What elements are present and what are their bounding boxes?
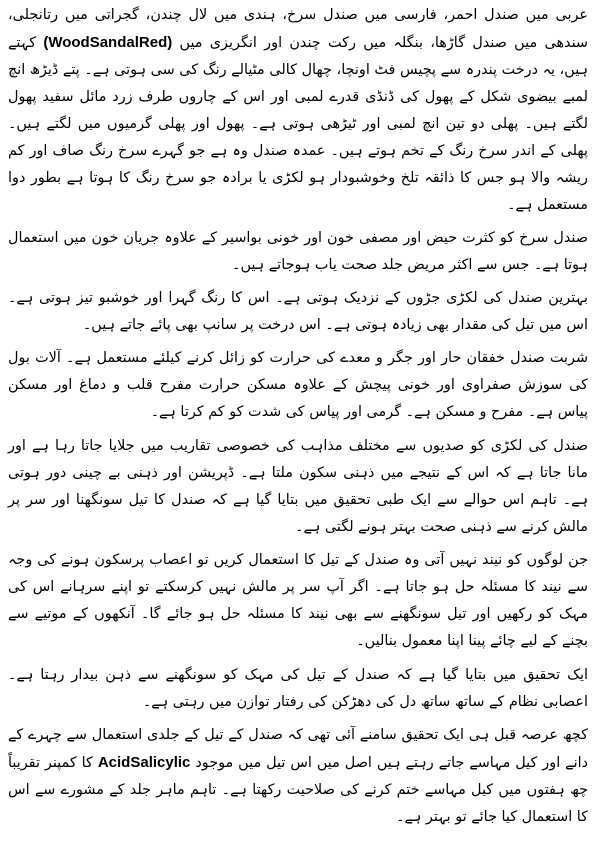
paragraph-skin-acne	[8, 722, 588, 831]
paragraph-text-part: کہتے ہیں، یہ درخت پندرہ سے پچیس فٹ اونچا، چھال کالی مٹیالے رنگ کی سی ہوتی ہے۔ پتے ڈیڑھ انچ لمبے بیضوی شکل کے پھول کی ڈنڈی قدرے لمبی اور اس کے چاروں طرف زرد مائل سفید پھول لگتے ہیں۔ پھلی دو تین انچ لمبی اور ٹیڑھی ہوتی ہے۔ پھول اور پھلی گرمیوں میں لگتے ہیں۔ پھلی کے اندر سرخ رنگ کے تخم ہوتے ہیں۔ عمدہ صندل وہ ہے جو گہرے سرخ رنگ صاف اور کم ریشہ والا ہو جس کا ذائقہ تلخ وخوشبودار ہو لکڑی یا برادہ جو سرخ رنگ کا ہوتا ہے بطور دوا مستعمل ہے۔	[8, 35, 588, 213]
paragraph-names-and-description	[8, 2, 588, 219]
paragraph-sleep: جن لوگوں کو نیند نہیں آتی وہ صندل کے تیل کا استعمال کریں تو اعصاب پرسکون ہونے کی وجہ سے نیند کا مسئلہ حل ہو جاتا ہے۔ اگر آپ سر پر مالش نہیں کرسکتے تو اپنے سرہانے اس کی مہک کو رکھیں اور تیل سونگھنے سے بھی نیند کا مسئلہ حل ہو جائے گا۔ آنکھوں کے موتیے سے بچنے کے لیے چائے پینا اپنا معمول بنالیں۔	[8, 552, 588, 649]
paragraph-text-part: کا کمپنر تقریباً چھ ہفتوں میں کیل مہاسے ختم کرنے کی صلاحیت رکھتا ہے۔ تاہم ماہر جلد کے مشورے سے اس کا استعمال کیا جائے تو بہتر ہے۔	[8, 755, 588, 825]
english-name: (WoodSandalRed)	[43, 34, 173, 51]
paragraph-heart-rhythm: ایک تحقیق میں بتایا گیا ہے کہ صندل کے تیل کی مہک کو سونگھنے سے ذہن بیدار رہتا ہے۔ اعصابی نظام کے ساتھ ساتھ دل کی دھڑکن کی رفتار توازن میں رہتی ہے۔	[8, 667, 588, 710]
paragraph-sandal-syrup: شربت صندل خفقان حار اور جگر و معدے کی حرارت کو زائل کرنے کیلئے مستعمل ہے۔ آلات بول کی سوزش صفراوی اور خونی پیچش کے علاوہ مسکن حرارت مفرح قلب و دماغ اور مسکن پیاس ہے۔ مفرح و مسکن ہے۔ گرمی اور پیاس کی شدت کو کم کرتا ہے۔	[8, 350, 588, 420]
paragraph-blood-uses: صندل سرخ کو کثرت حیض اور مصفی خون اور خونی بواسیر کے علاوہ جریان خون میں استعمال ہوتا ہے۔ جس سے اکثر مریض جلد صحت یاب ہوجاتے ہیں۔	[8, 230, 588, 273]
paragraph-mental-health: صندل کی لکڑی کو صدیوں سے مختلف مذاہب کی خصوصی تقاریب میں جلایا جاتا رہا ہے اور مانا جاتا ہے کہ اس کے نتیجے میں ذہنی سکون ملتا ہے۔ ڈپریشن اور ذہنی بے چینی دور ہوتی ہے۔ تاہم اس حوالے سے ایک طبی تحقیق میں بتایا گیا ہے کہ صندل کا تیل سونگھنا اور سر پر مالش کرنے سے ذہنی صحت بہتر ہونے لگتی ہے۔	[8, 438, 588, 535]
paragraph-text-part: کچھ عرصہ قبل ہی ایک تحقیق سامنے آئی تھی کہ صندل کے تیل کے جلدی استعمال سے چہرے کے دانے اور کیل مہاسے جاتے رہتے ہیں اصل میں اس تیل میں موجود	[8, 727, 588, 771]
article-body	[8, 2, 588, 862]
paragraph-text-part: عربی میں صندل احمر، فارسی میں صندل سرخ، ہندی میں لال چندن، گجراتی میں رتانجلی، سندھی میں صندل گاڑھا، بنگلہ میں رکت چندن اور انگریزی میں	[8, 7, 588, 51]
compound-name: AcidSalicylic	[97, 754, 191, 771]
paragraph-best-wood: بہترین صندل کی لکڑی جڑوں کے نزدیک ہوتی ہے۔ اس کا رنگ گہرا اور خوشبو تیز ہوتی ہے۔ اس میں تیل کی مقدار بھی زیادہ ہوتی ہے۔ اس درخت پر سانپ بھی پائے جاتے ہیں۔	[8, 290, 588, 333]
